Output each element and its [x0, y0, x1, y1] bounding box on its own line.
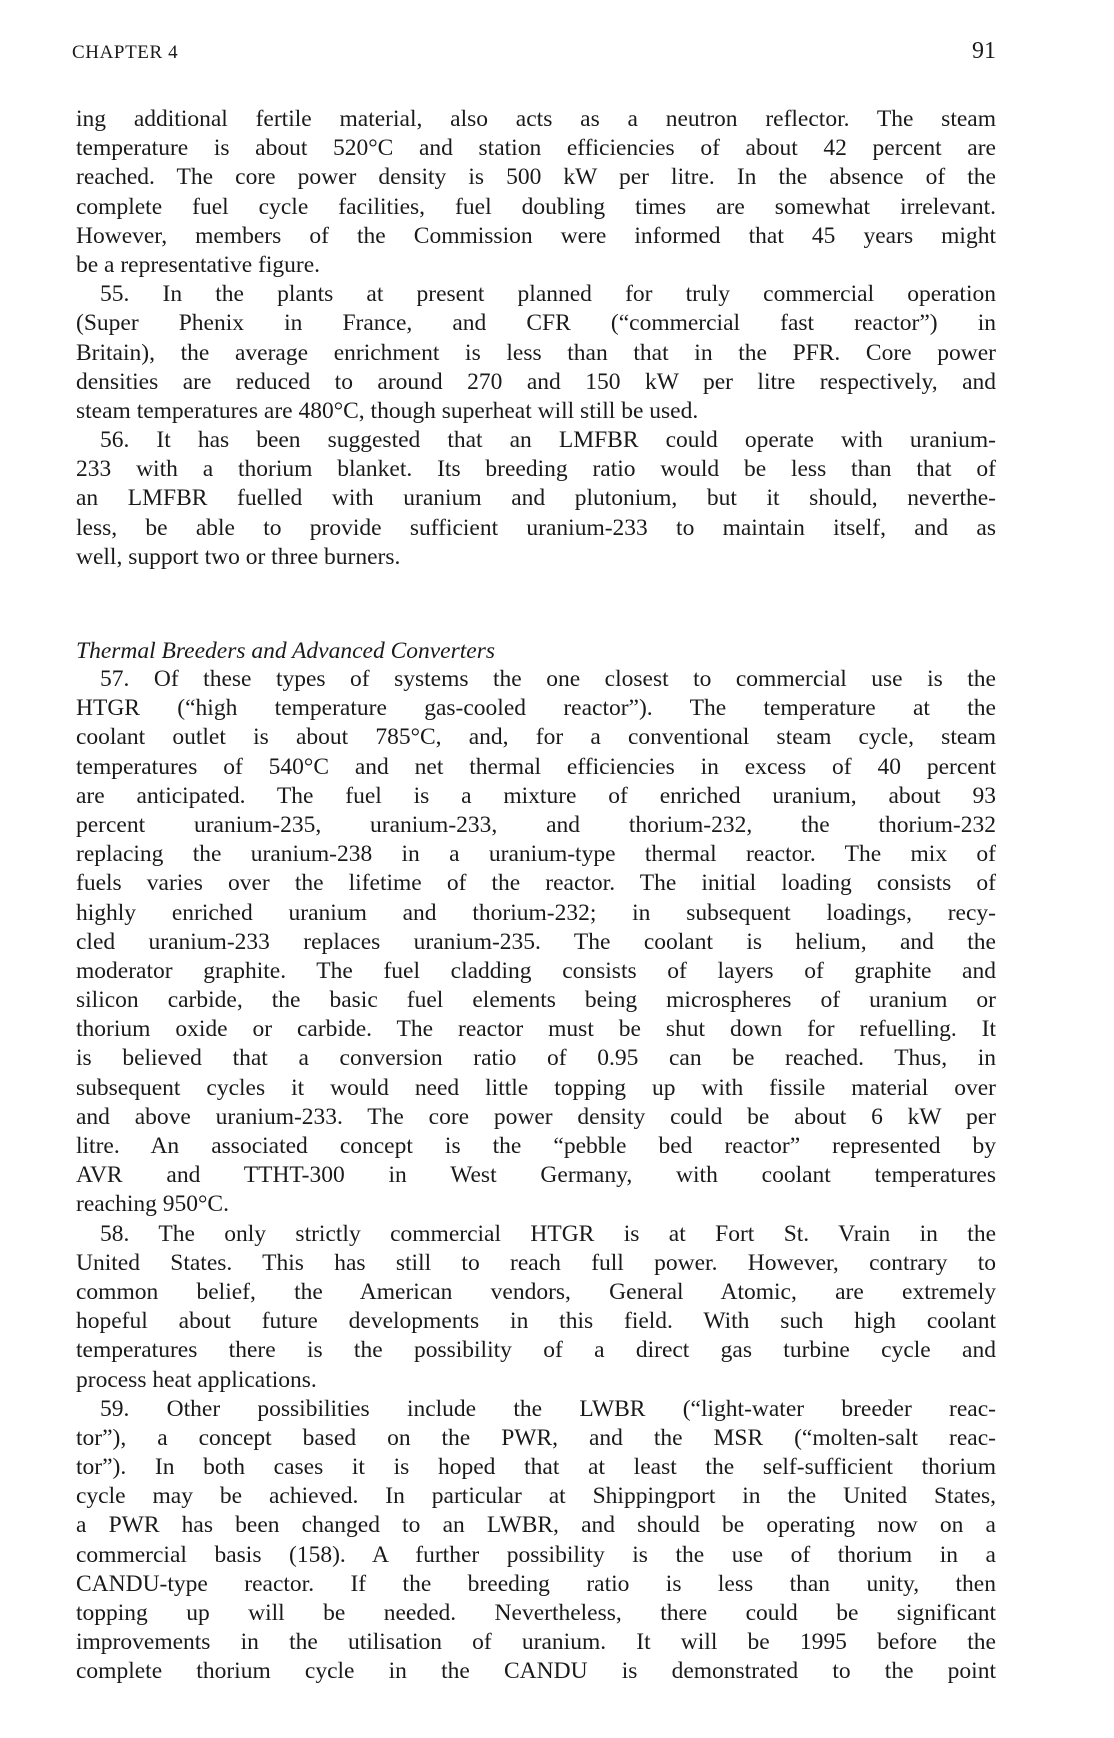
text-line: temperature is about 520°C and station efficiencies of about 42 percent are — [76, 135, 996, 162]
text-line: and above uranium-233. The core power density could be about 6 kW per — [76, 1103, 996, 1130]
text-line: complete thorium cycle in the CANDU is demonstrated to the point — [76, 1658, 996, 1685]
text-line: United States. This has still to reach full power. However, contrary to — [76, 1249, 996, 1276]
text-line: temperatures of 540°C and net thermal efficiencies in excess of 40 percent — [76, 753, 996, 780]
text-line: (Super Phenix in France, and CFR (“commercial fast reactor”) in — [76, 310, 996, 337]
body-text-top — [76, 105, 996, 572]
paragraph-56-start: 56. It has been suggested that an LMFBR could operate with uranium- — [100, 427, 996, 454]
text-line: replacing the uranium-238 in a uranium-type thermal reactor. The mix of — [76, 841, 996, 868]
text-line: is believed that a conversion ratio of 0.95 can be reached. Thus, in — [76, 1045, 996, 1072]
text-line: cled uranium-233 replaces uranium-235. The coolant is helium, and the — [76, 928, 996, 955]
text-line: moderator graphite. The fuel cladding consists of layers of graphite and — [76, 957, 996, 984]
body-text-bottom — [76, 665, 996, 1687]
text-line: are anticipated. The fuel is a mixture of enriched uranium, about 93 — [76, 782, 996, 809]
text-line: HTGR (“high temperature gas-cooled reactor”). The temperature at the — [76, 695, 996, 722]
text-line: AVR and TTHT-300 in West Germany, with coolant temperatures — [76, 1162, 996, 1189]
text-line: less, be able to provide sufficient uranium-233 to maintain itself, and as — [76, 514, 996, 541]
text-line: Britain), the average enrichment is less than that in the PFR. Core power — [76, 339, 996, 366]
text-line: However, members of the Commission were informed that 45 years might — [76, 222, 996, 249]
text-line: CANDU-type reactor. If the breeding ratio is less than unity, then — [76, 1570, 996, 1597]
text-line: well, support two or three burners. — [76, 543, 401, 570]
text-line: densities are reduced to around 270 and 150 kW per litre respectively, and — [76, 368, 996, 395]
text-line: an LMFBR fuelled with uranium and plutonium, but it should, neverthe- — [76, 485, 996, 512]
text-line: litre. An associated concept is the “pebble bed reactor” represented by — [76, 1133, 996, 1159]
text-line: steam temperatures are 480°C, though superheat will still be used. — [76, 397, 699, 424]
text-line: tor”), a concept based on the PWR, and the MSR (“molten-salt reac- — [76, 1424, 996, 1451]
text-line: tor”). In both cases it is hoped that at least the self-sufficient thorium — [76, 1454, 996, 1481]
text-line: ing additional fertile material, also acts as a neutron reflector. The steam — [76, 106, 996, 132]
paragraph-58-start: 58. The only strictly commercial HTGR is at Fort St. Vrain in the — [100, 1220, 996, 1247]
text-line: topping up will be needed. Nevertheless, there could be significant — [76, 1600, 996, 1626]
text-line: subsequent cycles it would need little topping up with fissile material over — [76, 1074, 996, 1101]
text-line: process heat applications. — [76, 1366, 317, 1393]
text-line: coolant outlet is about 785°C, and, for a conventional steam cycle, steam — [76, 724, 996, 751]
text-line: commercial basis (158). A further possibility is the use of thorium in a — [76, 1541, 996, 1568]
text-line: silicon carbide, the basic fuel elements being microspheres of uranium or — [76, 987, 996, 1014]
paragraph-55-start: 55. In the plants at present planned for truly commercial operation — [100, 281, 996, 308]
text-line: reaching 950°C. — [76, 1191, 229, 1218]
page-number: 91 — [972, 38, 996, 64]
paragraph-59-start: 59. Other possibilities include the LWBR (“light-water breeder reac- — [100, 1395, 996, 1422]
text-line: be a representative figure. — [76, 251, 321, 278]
paragraph-57-start: 57. Of these types of systems the one closest to commercial use is the — [100, 666, 996, 692]
text-line: fuels varies over the lifetime of the reactor. The initial loading consists of — [76, 870, 996, 897]
chapter-label: CHAPTER 4 — [72, 42, 179, 63]
text-line: percent uranium-235, uranium-233, and thorium-232, the thorium-232 — [76, 811, 996, 838]
text-line: a PWR has been changed to an LWBR, and should be operating now on a — [76, 1512, 996, 1539]
text-line: improvements in the utilisation of uranium. It will be 1995 before the — [76, 1629, 996, 1656]
text-line: thorium oxide or carbide. The reactor must be shut down for refuelling. It — [76, 1016, 996, 1043]
text-line: cycle may be achieved. In particular at Shippingport in the United States, — [76, 1483, 996, 1510]
running-head — [72, 38, 996, 74]
text-line: complete fuel cycle facilities, fuel doubling times are somewhat irrelevant. — [76, 193, 996, 220]
text-line: temperatures there is the possibility of a direct gas turbine cycle and — [76, 1337, 996, 1364]
text-line: 233 with a thorium blanket. Its breeding ratio would be less than that of — [76, 456, 996, 483]
section-heading: Thermal Breeders and Advanced Converters — [76, 638, 496, 664]
text-line: highly enriched uranium and thorium-232; in subsequent loadings, recy- — [76, 899, 996, 926]
text-line: common belief, the American vendors, General Atomic, are extremely — [76, 1278, 996, 1305]
text-line: reached. The core power density is 500 kW per litre. In the absence of the — [76, 164, 996, 191]
text-line: hopeful about future developments in this field. With such high coolant — [76, 1308, 996, 1335]
